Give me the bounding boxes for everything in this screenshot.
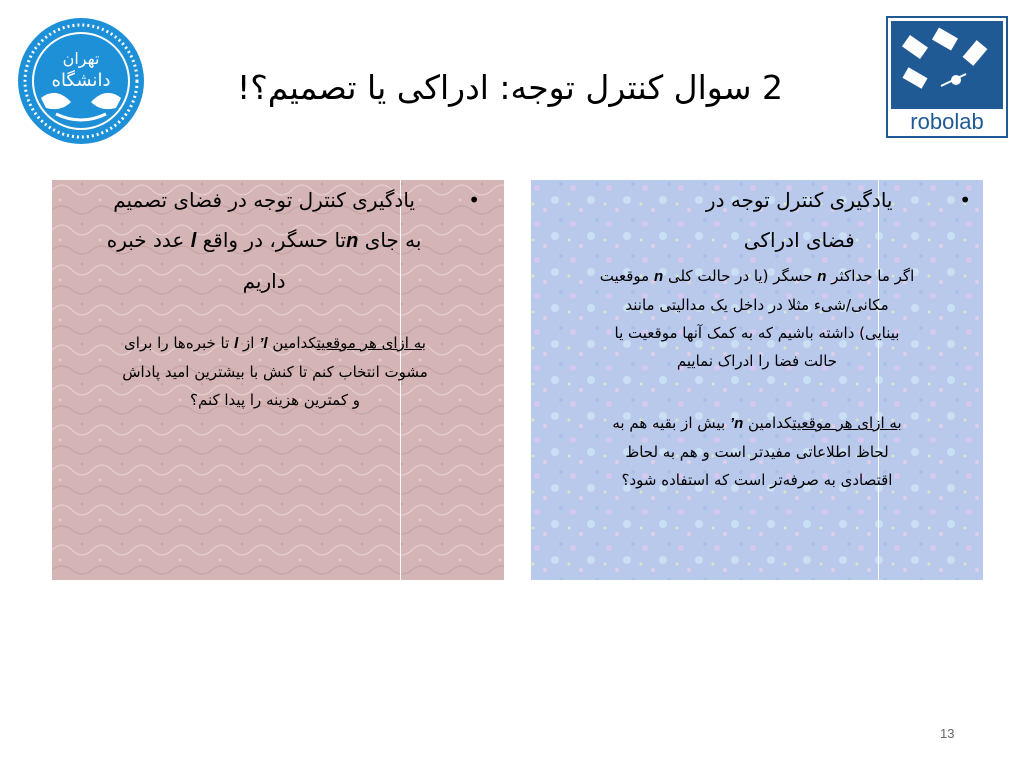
decision-heading-line2: به جای nتا حسگر، در واقع l عدد خبره [106,228,422,252]
perceptual-paragraph-line3: بینایی) داشته باشیم که به کمک آنها موقعیت یا [614,324,900,342]
decision-heading-line1: یادگیری کنترل توجه در فضای تصمیم [113,188,415,212]
robolab-logo [886,16,1008,138]
bullet-item [70,180,480,301]
slide-title: 2 سوال کنترل توجه: ادراکی یا تصمیم؟! [236,68,783,107]
perceptual-heading-line1: یادگیری کنترل توجه در [705,188,893,212]
decision-question-line1: به ازای هر موقعیتکدامین l’ از l تا خبره‌ها را برای [124,334,426,352]
university-seal-icon [16,16,146,146]
perceptual-paragraph-line1: اگر ما حداکثر n حسگر (یا در حالت کلی n موقعیت [599,267,915,285]
seal-text-line2: دانشگاه [51,70,111,91]
bullet-item [537,180,977,260]
seal-text-line1: تهران [62,49,100,68]
perceptual-space-text [537,180,977,494]
perceptual-paragraph [537,262,977,375]
robolab-icon [886,16,1008,138]
bullet-icon: • [959,188,971,212]
decision-space-text [70,180,480,414]
perceptual-question [537,409,977,494]
perceptual-question-line1: به ازای هر موقعیتکدامین n’ بیش از بقیه هم به [612,414,902,432]
decision-question [70,329,480,414]
perceptual-heading-line2: فضای ادراکی [743,228,855,252]
page-number: 13 [940,726,955,741]
bullet-icon: • [468,188,480,212]
perceptual-paragraph-line2: مکانی/شیء مثلا در داخل یک مدالیتی مانند [625,296,889,314]
decision-question-line3: و کمترین هزینه را پیدا کنم؟ [190,391,360,409]
robolab-text: robolab [910,109,984,134]
decision-space-panel [52,180,504,580]
decision-question-line2: مشوت انتخاب کنم تا کنش با بیشترین امید پاداش [122,363,428,381]
perceptual-question-line3: اقتصادی به صرفه‌تر است که استفاده شود؟ [621,471,893,489]
perceptual-paragraph-line4: حالت فضا را ادراک نماییم [676,352,838,370]
perceptual-space-panel [531,180,983,580]
perceptual-question-line2: لحاظ اطلاعاتی مفیدتر است و هم به لحاظ [625,443,889,461]
university-seal-logo [16,16,146,146]
decision-heading-line3: داریم [242,269,286,293]
